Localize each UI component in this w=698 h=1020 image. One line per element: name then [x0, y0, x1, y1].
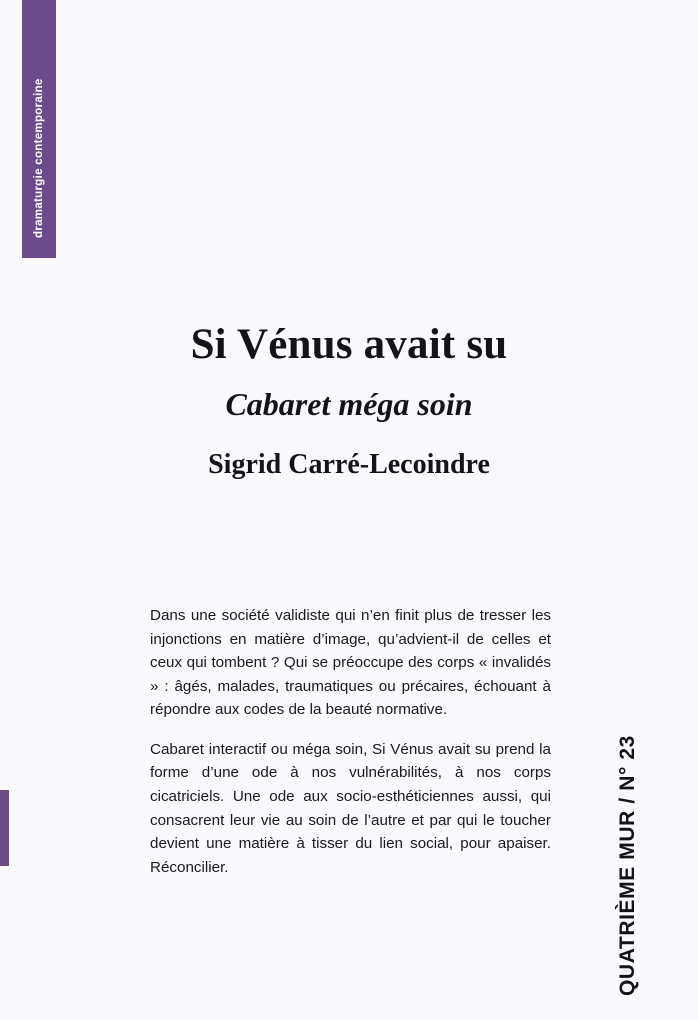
series-label: QUATRIÈME MUR / N° 23 [616, 735, 639, 996]
collection-tab-label: dramaturgie contemporaine [33, 78, 45, 238]
left-edge-mark [0, 790, 9, 866]
author-name: Sigrid Carré-Lecoindre [208, 449, 490, 481]
page-subtitle: Cabaret méga soin [225, 386, 473, 423]
series-rail [616, 596, 680, 996]
collection-tab [22, 0, 56, 258]
blurb-paragraph: Cabaret interactif ou méga soin, Si Vénus avait su prend la forme d’une ode à nos vulnérabilités, à nos corps cicatriciels. Une ode aux socio-esthéticiennes aussi, qui consacrent leur vie au soin de l’autre et par qui le toucher devient une matière à tisser du lien social, pour apaiser. Réconcilier. [150, 740, 551, 876]
title-block [0, 322, 698, 481]
page-title: Si Vénus avait su [190, 321, 508, 368]
blurb-paragraph: Dans une société validiste qui n’en finit plus de tresser les injonctions en matière d’image, qu’advient-il de celles et ceux qui tombent ? Qui se préoccupe des corps « invalidés » : âgés, malades, traumatiques ou précaires, échouant à répondre aux codes de la beauté normative. [150, 607, 551, 719]
blurb [150, 604, 551, 879]
